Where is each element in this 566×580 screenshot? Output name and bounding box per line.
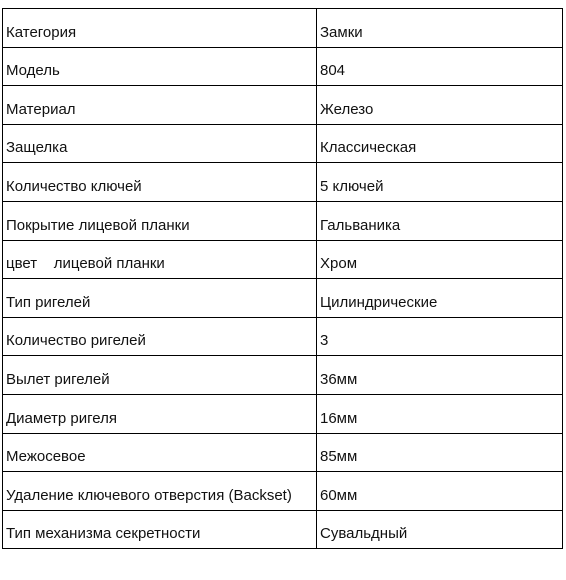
spec-name-bolt-count: Количество ригелей [3,317,317,356]
spec-name-bolt-throw: Вылет ригелей [3,356,317,395]
table-row [3,9,563,48]
spec-value-category: Замки [317,9,563,48]
spec-value-bolt-diameter: 16мм [317,394,563,433]
spec-value-center-distance: 85мм [317,433,563,472]
spec-name-backset: Удаление ключевого отверстия (Backset) [3,472,317,511]
spec-name-latch: Защелка [3,124,317,163]
spec-value-bolt-throw: 36мм [317,356,563,395]
table-row [3,124,563,163]
spec-value-security-mechanism: Сувальдный [317,510,563,549]
spec-value-key-count: 5 ключей [317,163,563,202]
table-row [3,240,563,279]
table-row [3,86,563,125]
spec-name-faceplate-color: цвет лицевой планки [3,240,317,279]
spec-value-material: Железо [317,86,563,125]
table-row [3,433,563,472]
spec-name-bolt-diameter: Диаметр ригеля [3,394,317,433]
spec-table [2,8,563,549]
table-row [3,201,563,240]
spec-value-backset: 60мм [317,472,563,511]
spec-value-bolt-count: 3 [317,317,563,356]
table-row [3,279,563,318]
table-row [3,356,563,395]
spec-name-model: Модель [3,47,317,86]
table-row [3,510,563,549]
spec-name-category: Категория [3,9,317,48]
spec-value-model: 804 [317,47,563,86]
table-row [3,394,563,433]
spec-name-key-count: Количество ключей [3,163,317,202]
spec-name-faceplate-coating: Покрытие лицевой планки [3,201,317,240]
spec-name-bolt-type: Тип ригелей [3,279,317,318]
spec-value-latch: Классическая [317,124,563,163]
spec-name-material: Материал [3,86,317,125]
spec-value-bolt-type: Цилиндрические [317,279,563,318]
table-row [3,317,563,356]
table-row [3,163,563,202]
table-row [3,472,563,511]
spec-name-security-mechanism: Тип механизма секретности [3,510,317,549]
spec-value-faceplate-color: Хром [317,240,563,279]
spec-value-faceplate-coating: Гальваника [317,201,563,240]
spec-name-center-distance: Межосевое [3,433,317,472]
table-row [3,47,563,86]
